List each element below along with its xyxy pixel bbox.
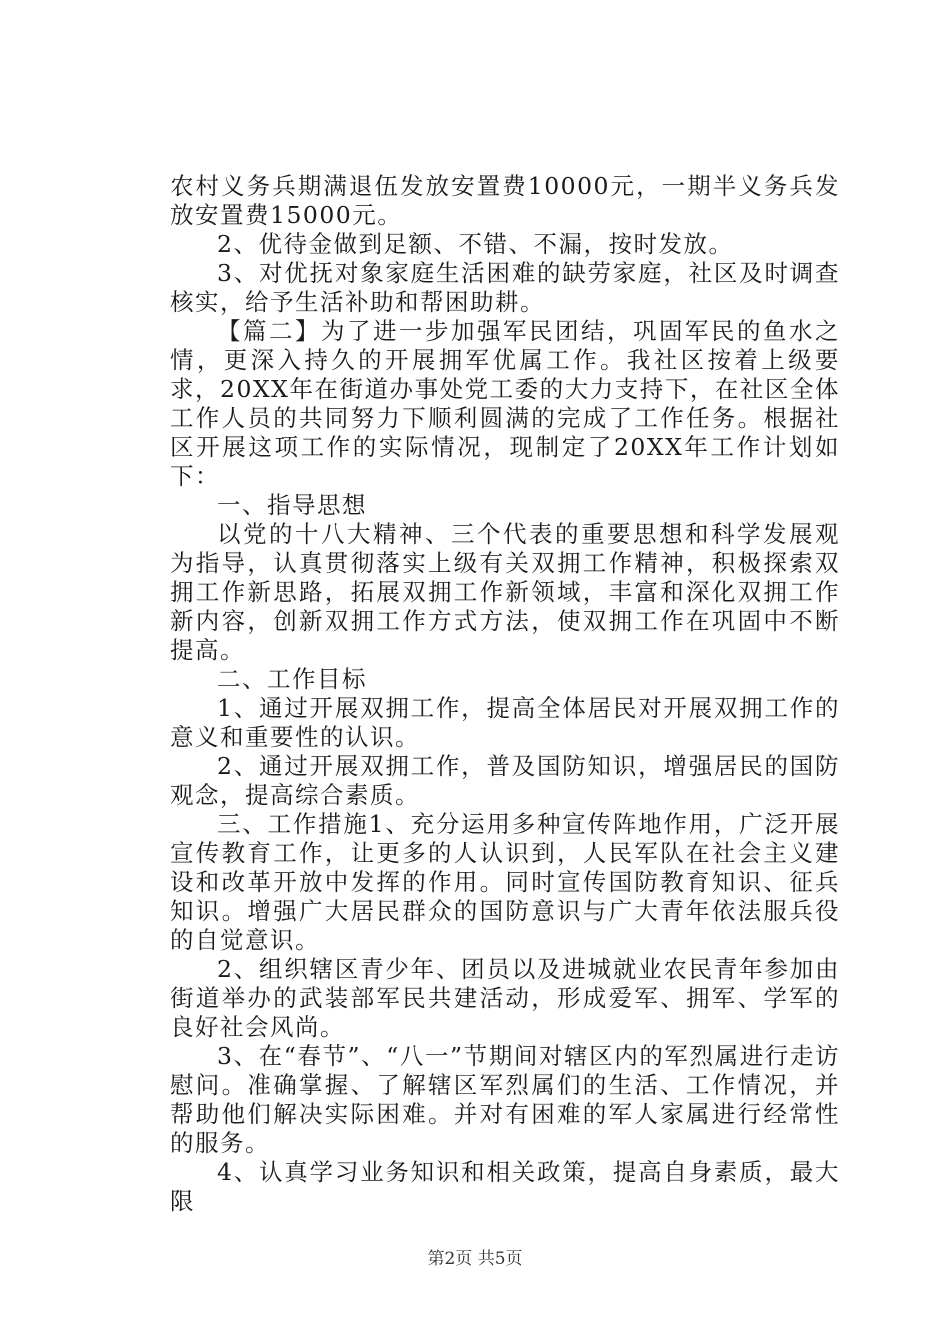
- document-body: [170, 172, 840, 1216]
- heading-work-goals: 二、工作目标: [217, 665, 367, 693]
- heading-guiding-thought: 一、指导思想: [217, 491, 367, 519]
- paragraph-item-2: 2、优待金做到足额、不错、不漏，按时发放。: [217, 230, 734, 258]
- paragraph-section-two: 【篇二】为了进一步加强军民团结，巩固军民的鱼水之情，更深入持久的开展拥军优属工作。我社区按着上级要求，20XX年在街道办事处党工委的大力支持下，在社区全体工作人员的共同努力下顺利圆满的完成了工作任务。根据社区开展这项工作的实际情况，现制定了20XX年工作计划如下：: [170, 317, 840, 490]
- paragraph-continuation: 农村义务兵期满退伍发放安置费10000元，一期半义务兵发放安置费15000元。: [170, 172, 840, 229]
- paragraph-measures-4: 4、认真学习业务知识和相关政策，提高自身素质，最大限: [170, 1158, 840, 1215]
- paragraph-goal-2: 2、通过开展双拥工作，普及国防知识，增强居民的国防观念，提高综合素质。: [170, 752, 840, 809]
- paragraph-measures-1: 三、工作措施1、充分运用多种宣传阵地作用，广泛开展宣传教育工作，让更多的人认识到，人民军队在社会主义建设和改革开放中发挥的作用。同时宣传国防教育知识、征兵知识。增强广大居民群众的国防意识与广大青年依法服兵役的自觉意识。: [170, 810, 840, 954]
- paragraph-measures-3: 3、在“春节”、“八一”节期间对辖区内的军烈属进行走访慰问。准确掌握、了解辖区军烈属们的生活、工作情况，并帮助他们解决实际困难。并对有困难的军人家属进行经常性的服务。: [170, 1042, 840, 1157]
- paragraph-guiding-thought: 以党的十八大精神、三个代表的重要思想和科学发展观为指导，认真贯彻落实上级有关双拥工作精神，积极探索双拥工作新思路，拓展双拥工作新领域，丰富和深化双拥工作新内容，创新双拥工作方式方法，使双拥工作在巩固中不断提高。: [170, 520, 840, 664]
- paragraph-goal-1: 1、通过开展双拥工作，提高全体居民对开展双拥工作的意义和重要性的认识。: [170, 694, 840, 751]
- paragraph-item-3: 3、对优抚对象家庭生活困难的缺劳家庭，社区及时调查核实，给予生活补助和帮困助耕。: [170, 259, 840, 316]
- paragraph-measures-2: 2、组织辖区青少年、团员以及进城就业农民青年参加由街道举办的武装部军民共建活动，形成爱军、拥军、学军的良好社会风尚。: [170, 955, 840, 1041]
- page-number-footer: 第2页 共5页: [427, 1249, 523, 1269]
